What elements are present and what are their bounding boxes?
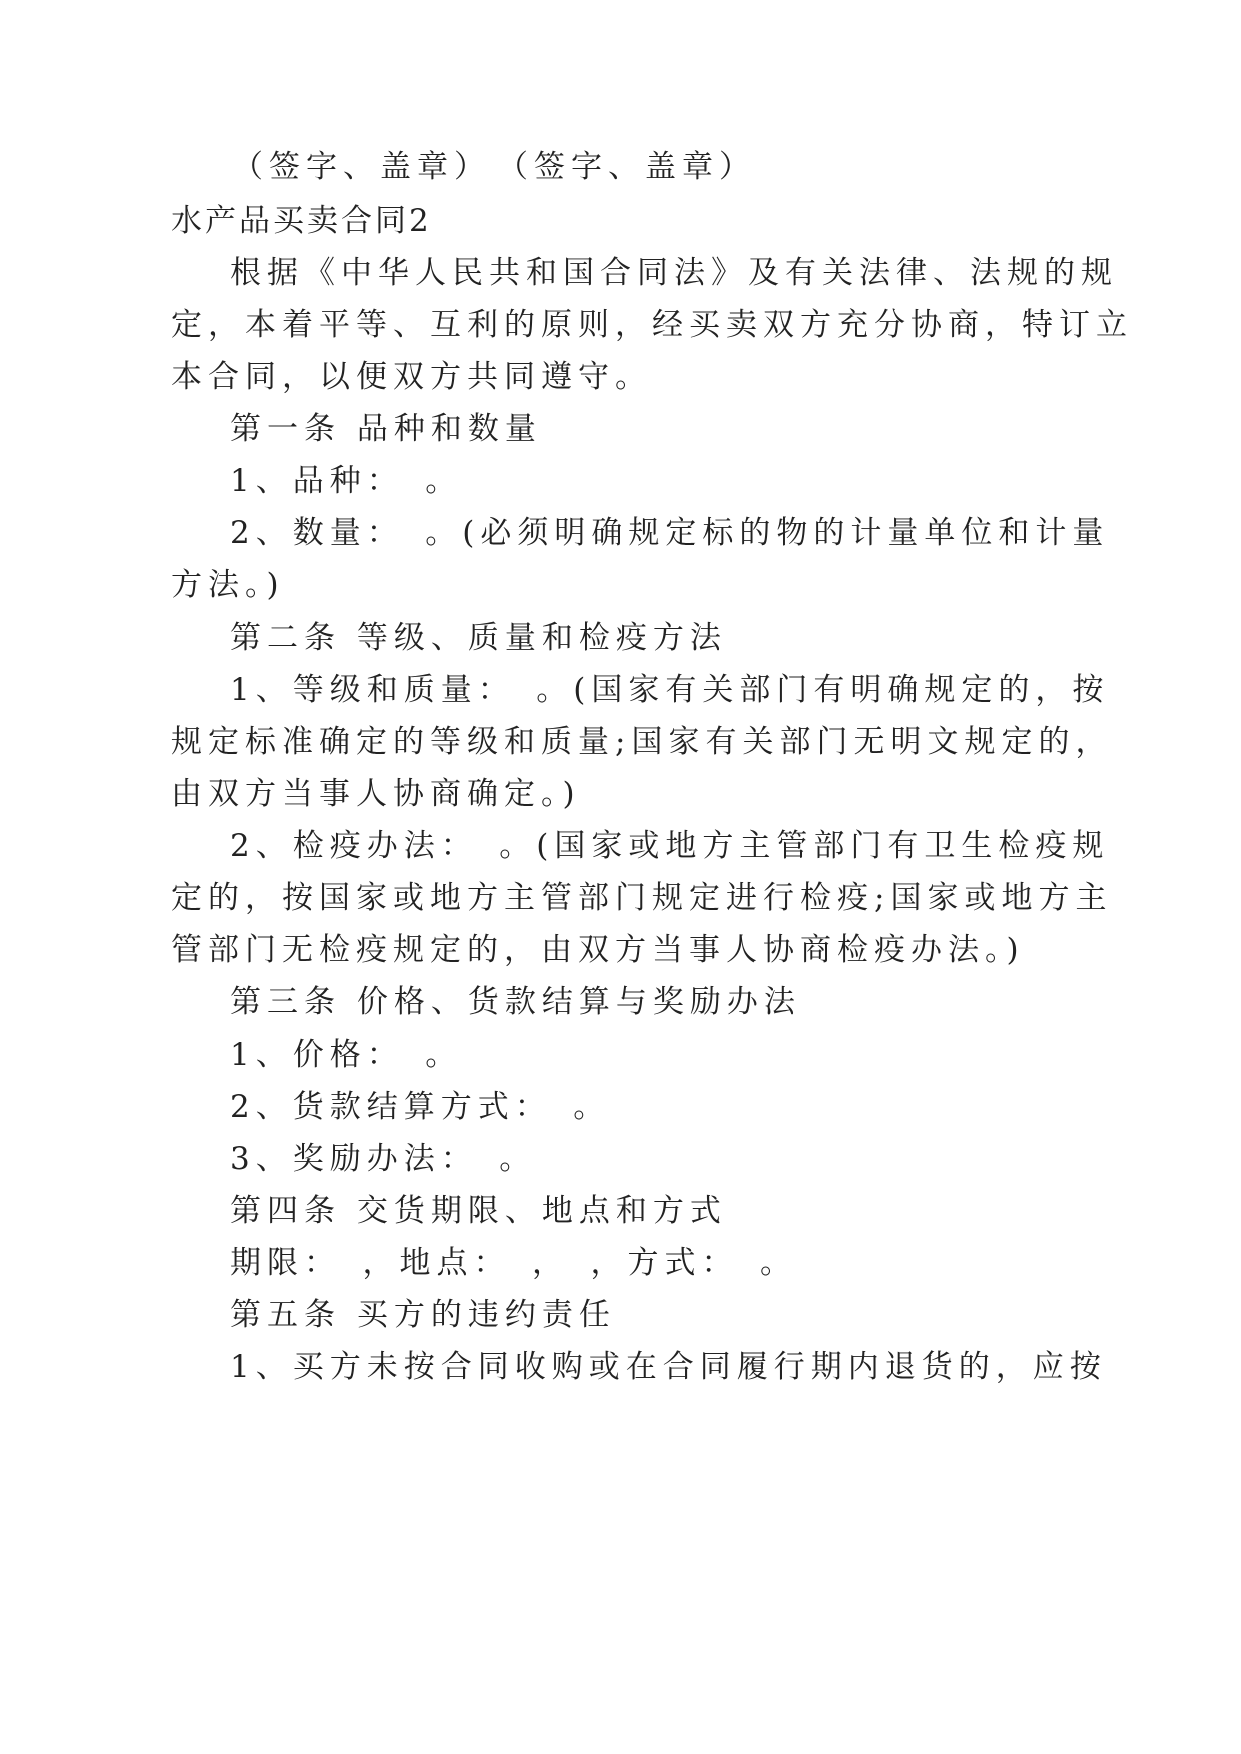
clause-line: 规定标准确定的等级和质量;国家有关部门无明文规定的， — [171, 724, 1113, 760]
clause-line: 2、数量： 。(必须明确规定标的物的计量单位和计量 — [230, 515, 1110, 551]
clause-line: 期限： ，地点： ， ，方式： 。 — [230, 1245, 797, 1281]
clause-line: 1、品种： 。 — [230, 463, 463, 499]
paragraph-line: 本合同，以便双方共同遵守。 — [171, 359, 652, 395]
clause-line: 1、价格： 。 — [230, 1037, 463, 1073]
signature-line: （签字、盖章） （签字、盖章） — [232, 149, 756, 185]
article-heading: 第三条 价格、货款结算与奖励办法 — [230, 984, 801, 1020]
clause-line: 1、买方未按合同收购或在合同履行期内退货的，应按 — [230, 1349, 1107, 1385]
clause-line: 3、奖励办法： 。 — [230, 1141, 537, 1177]
clause-line: 由双方当事人协商确定。) — [171, 776, 581, 812]
article-heading: 第五条 买方的违约责任 — [230, 1297, 616, 1333]
article-heading: 第一条 品种和数量 — [230, 411, 542, 447]
clause-line: 2、检疫办法： 。(国家或地方主管部门有卫生检疫规 — [230, 828, 1110, 864]
paragraph-line: 根据《中华人民共和国合同法》及有关法律、法规的规 — [230, 255, 1118, 291]
clause-line: 管部门无检疫规定的，由双方当事人协商检疫办法。) — [171, 932, 1025, 968]
clause-line: 1、等级和质量： 。(国家有关部门有明确规定的，按 — [230, 672, 1110, 708]
article-heading: 第二条 等级、质量和检疫方法 — [230, 620, 727, 656]
clause-line: 2、货款结算方式： 。 — [230, 1089, 611, 1125]
clause-line: 定的，按国家或地方主管部门规定进行检疫;国家或地方主 — [171, 880, 1113, 916]
contract-title: 水产品买卖合同2 — [171, 203, 432, 239]
clause-line: 方法。) — [171, 567, 285, 603]
article-heading: 第四条 交货期限、地点和方式 — [230, 1193, 727, 1229]
paragraph-line: 定，本着平等、互利的原则，经买卖双方充分协商，特订立 — [171, 307, 1133, 343]
